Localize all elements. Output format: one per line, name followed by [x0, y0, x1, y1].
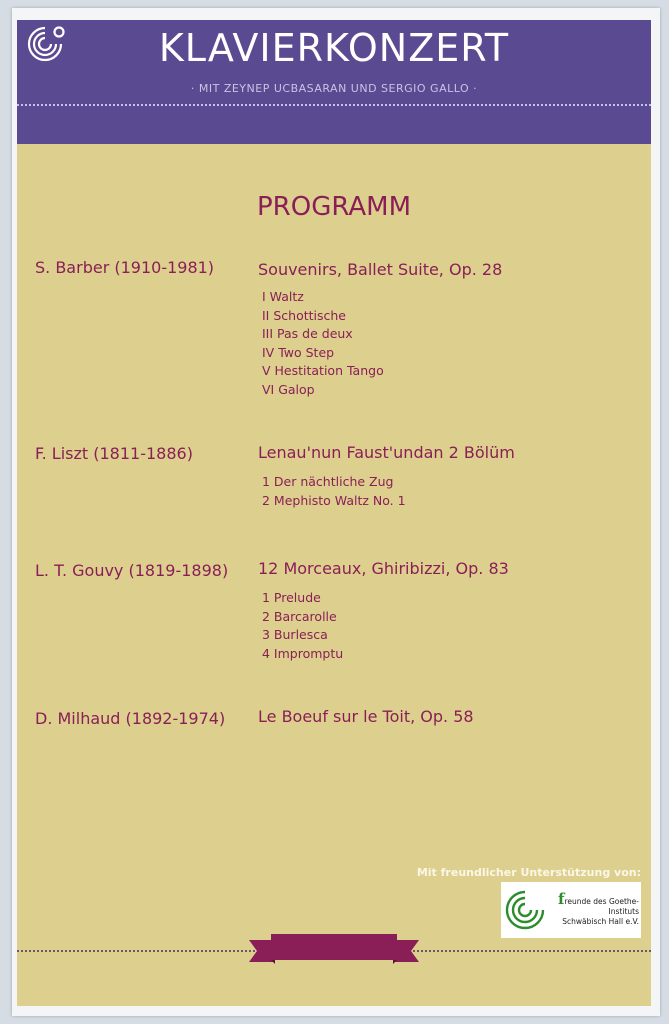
sponsor-logo-initial: f [558, 890, 565, 908]
movement-list [262, 288, 384, 399]
sponsor-logo-line1: reunde des Goethe-Instituts [564, 897, 639, 916]
movement-item: 2 Barcarolle [262, 608, 337, 624]
work-title: Lenau'nun Faust'undan 2 Bölüm [258, 443, 515, 462]
work-title: Souvenirs, Ballet Suite, Op. 28 [258, 260, 503, 279]
page-subtitle: · MIT ZEYNEP UCBASARAN UND SERGIO GALLO · [190, 82, 478, 95]
movement-item: I Waltz [262, 289, 304, 304]
work-title: 12 Morceaux, Ghiribizzi, Op. 83 [258, 559, 509, 578]
work-title: Le Boeuf sur le Toit, Op. 58 [258, 707, 474, 726]
sponsor-label: Mit freundlicher Unterstützung von: [416, 866, 641, 879]
header-dotted-divider [17, 104, 651, 106]
page-title: KLAVIERKONZERT [158, 26, 510, 70]
sponsor-logo-text [541, 890, 639, 927]
composer-name: S. Barber (1910-1981) [35, 258, 215, 277]
movement-item: IV Two Step [262, 344, 335, 360]
movement-item: 4 Impromptu [262, 645, 344, 661]
movement-item: 2 Mephisto Waltz No. 1 [262, 492, 406, 508]
movement-list [262, 473, 406, 510]
movement-list [262, 589, 343, 663]
sponsor-logo [501, 882, 641, 938]
ribbon-banner-icon [249, 934, 419, 968]
program-panel [17, 144, 651, 1006]
movement-item: III Pas de deux [262, 326, 353, 341]
composer-name: L. T. Gouvy (1819-1898) [35, 561, 229, 580]
sponsor-logo-line2: Schwäbisch Hall e.V. [562, 917, 639, 926]
movement-item: 3 Burlesca [262, 627, 328, 642]
composer-name: D. Milhaud (1892-1974) [35, 709, 226, 728]
header-banner [17, 20, 651, 144]
movement-item: VI Galop [262, 381, 315, 397]
program-heading: PROGRAMM [256, 192, 412, 222]
movement-item: 1 Der nächtliche Zug [262, 474, 394, 489]
composer-name: F. Liszt (1811-1886) [35, 444, 193, 463]
movement-item: II Schottische [262, 307, 346, 323]
movement-item: 1 Prelude [262, 590, 321, 605]
movement-item: V Hestitation Tango [262, 363, 384, 378]
